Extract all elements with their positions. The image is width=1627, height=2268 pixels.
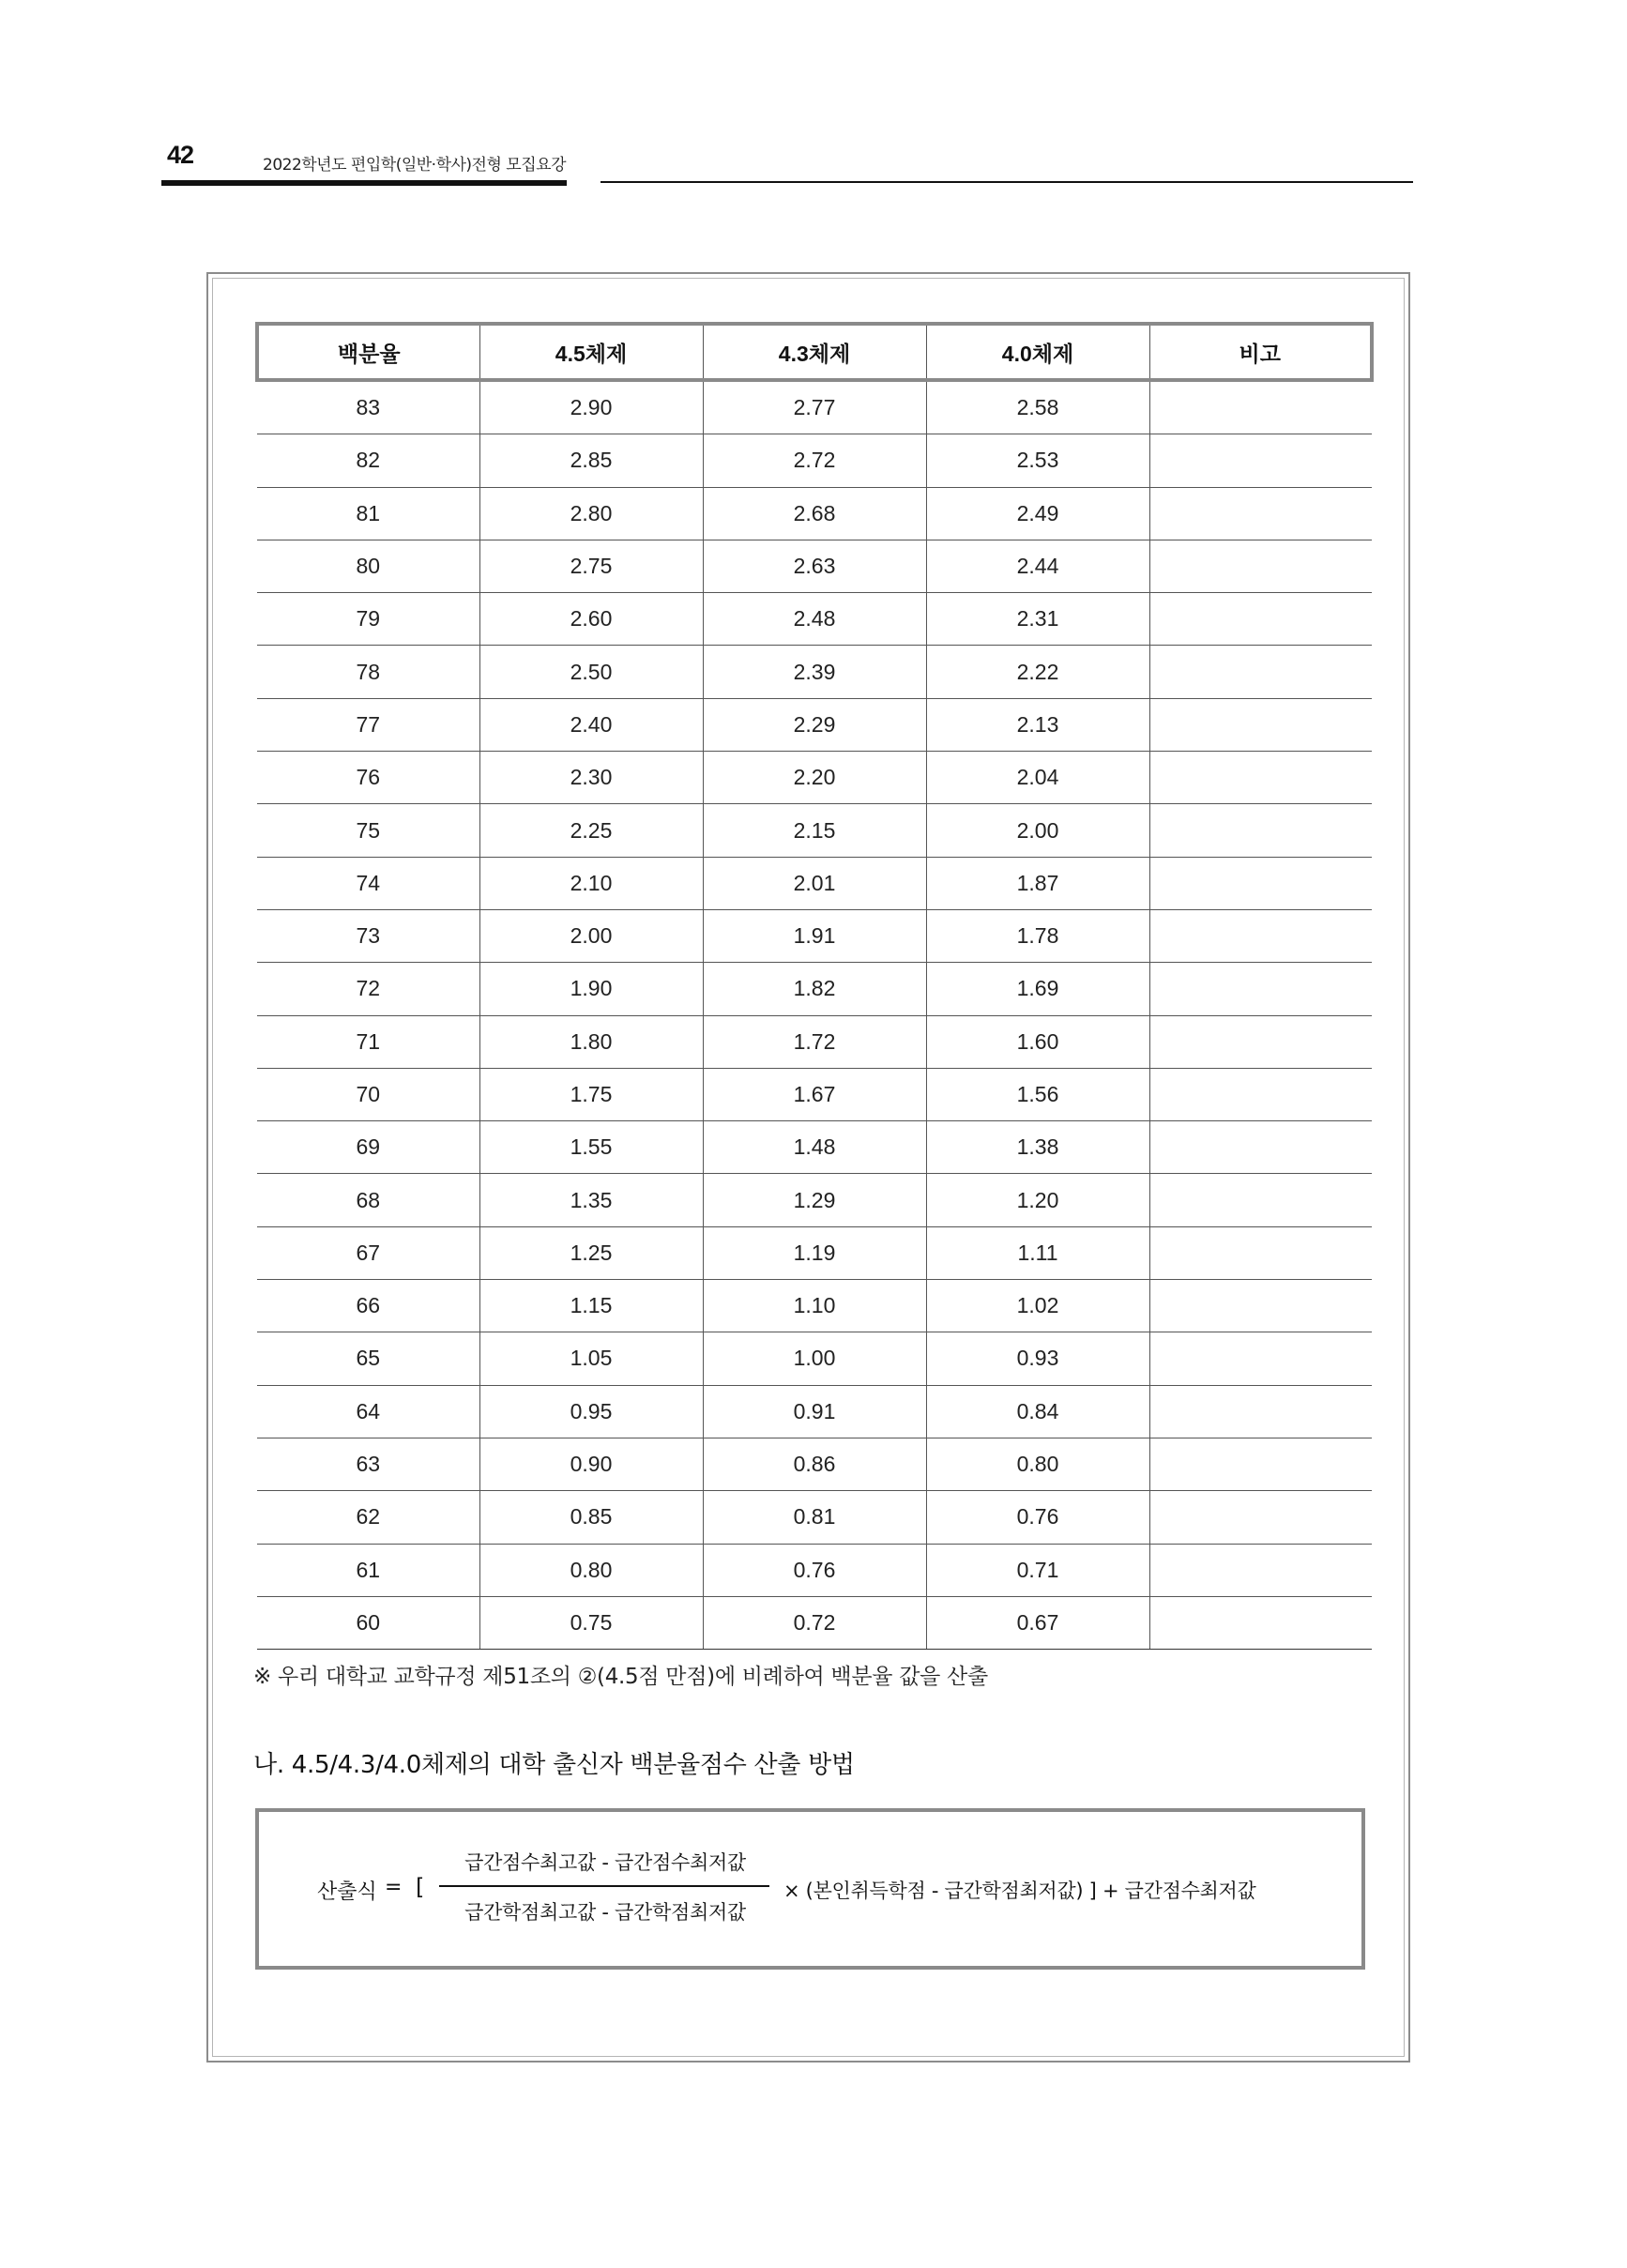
cell-4-3-scale: 2.39 [703, 646, 926, 698]
cell-remarks [1149, 1596, 1372, 1649]
table-header-row [257, 324, 1372, 380]
table-row [257, 540, 1372, 592]
cell-4-0-scale: 1.56 [926, 1068, 1149, 1120]
cell-4-0-scale: 2.00 [926, 804, 1149, 857]
cell-remarks [1149, 380, 1372, 434]
cell-remarks [1149, 1015, 1372, 1068]
table-row [257, 487, 1372, 540]
cell-4-3-scale: 1.10 [703, 1280, 926, 1332]
column-header-4-3-scale: 4.3체제 [703, 324, 926, 380]
cell-remarks [1149, 1438, 1372, 1490]
table-row [257, 1332, 1372, 1385]
cell-4-5-scale: 1.35 [479, 1174, 703, 1226]
cell-4-5-scale: 0.90 [479, 1438, 703, 1490]
cell-4-5-scale: 1.15 [479, 1280, 703, 1332]
table-row [257, 593, 1372, 646]
cell-remarks [1149, 434, 1372, 487]
table-row [257, 434, 1372, 487]
table-row [257, 1280, 1372, 1332]
cell-4-5-scale: 1.55 [479, 1121, 703, 1174]
table-row [257, 1015, 1372, 1068]
column-header-4-5-scale: 4.5체제 [479, 324, 703, 380]
cell-remarks [1149, 1385, 1372, 1438]
page-number: 42 [167, 141, 194, 169]
cell-4-5-scale: 2.60 [479, 593, 703, 646]
formula-equals: = [385, 1876, 403, 1899]
cell-percentile: 69 [257, 1121, 479, 1174]
cell-remarks [1149, 646, 1372, 698]
cell-percentile: 65 [257, 1332, 479, 1385]
cell-4-3-scale: 2.20 [703, 752, 926, 804]
cell-4-3-scale: 2.29 [703, 698, 926, 751]
formula-open-bracket: [ [416, 1874, 425, 1900]
table-row [257, 909, 1372, 962]
cell-4-5-scale: 1.05 [479, 1332, 703, 1385]
cell-4-3-scale: 2.15 [703, 804, 926, 857]
cell-percentile: 80 [257, 540, 479, 592]
cell-4-3-scale: 2.01 [703, 857, 926, 909]
cell-4-5-scale: 0.85 [479, 1491, 703, 1544]
cell-4-0-scale: 2.04 [926, 752, 1149, 804]
cell-percentile: 60 [257, 1596, 479, 1649]
cell-remarks [1149, 1332, 1372, 1385]
cell-4-5-scale: 2.00 [479, 909, 703, 962]
cell-4-5-scale: 2.30 [479, 752, 703, 804]
table-row [257, 1491, 1372, 1544]
cell-4-0-scale: 0.76 [926, 1491, 1149, 1544]
cell-4-0-scale: 1.11 [926, 1226, 1149, 1279]
cell-4-5-scale: 2.40 [479, 698, 703, 751]
cell-remarks [1149, 1491, 1372, 1544]
cell-4-3-scale: 0.76 [703, 1544, 926, 1596]
cell-remarks [1149, 963, 1372, 1015]
cell-4-3-scale: 2.48 [703, 593, 926, 646]
footnote: ※ 우리 대학교 교학규정 제51조의 ②(4.5점 만점)에 비례하여 백분율 값을 산출 [253, 1665, 988, 1689]
cell-percentile: 75 [257, 804, 479, 857]
header-rule-thin [601, 181, 1413, 183]
cell-remarks [1149, 804, 1372, 857]
cell-percentile: 83 [257, 380, 479, 434]
cell-4-5-scale: 2.50 [479, 646, 703, 698]
cell-4-5-scale: 2.80 [479, 487, 703, 540]
cell-4-5-scale: 1.80 [479, 1015, 703, 1068]
cell-4-0-scale: 1.02 [926, 1280, 1149, 1332]
column-header-remarks: 비고 [1149, 324, 1372, 380]
cell-4-5-scale: 0.80 [479, 1544, 703, 1596]
cell-percentile: 66 [257, 1280, 479, 1332]
table-row [257, 963, 1372, 1015]
cell-4-3-scale: 1.00 [703, 1332, 926, 1385]
cell-4-0-scale: 2.13 [926, 698, 1149, 751]
cell-4-0-scale: 1.20 [926, 1174, 1149, 1226]
cell-percentile: 78 [257, 646, 479, 698]
cell-4-3-scale: 1.19 [703, 1226, 926, 1279]
header-rule-thick [161, 180, 567, 186]
cell-4-3-scale: 1.29 [703, 1174, 926, 1226]
table-row [257, 1438, 1372, 1490]
cell-remarks [1149, 1544, 1372, 1596]
table-row [257, 1385, 1372, 1438]
grade-conversion-table [255, 322, 1374, 1650]
cell-4-0-scale: 1.87 [926, 857, 1149, 909]
section-heading: 나. 4.5/4.3/4.0체제의 대학 출신자 백분율점수 산출 방법 [253, 1751, 855, 1779]
cell-4-0-scale: 1.69 [926, 963, 1149, 1015]
cell-4-0-scale: 2.22 [926, 646, 1149, 698]
table-row [257, 380, 1372, 434]
cell-percentile: 70 [257, 1068, 479, 1120]
cell-4-3-scale: 0.86 [703, 1438, 926, 1490]
cell-4-3-scale: 0.72 [703, 1596, 926, 1649]
cell-4-3-scale: 0.81 [703, 1491, 926, 1544]
cell-4-0-scale: 1.78 [926, 909, 1149, 962]
cell-percentile: 72 [257, 963, 479, 1015]
cell-4-0-scale: 0.84 [926, 1385, 1149, 1438]
cell-4-5-scale: 1.90 [479, 963, 703, 1015]
cell-remarks [1149, 1121, 1372, 1174]
cell-percentile: 61 [257, 1544, 479, 1596]
cell-4-0-scale: 2.44 [926, 540, 1149, 592]
cell-percentile: 76 [257, 752, 479, 804]
table-row [257, 1068, 1372, 1120]
cell-percentile: 77 [257, 698, 479, 751]
cell-remarks [1149, 487, 1372, 540]
cell-percentile: 73 [257, 909, 479, 962]
cell-4-5-scale: 0.95 [479, 1385, 703, 1438]
table-row [257, 1596, 1372, 1649]
cell-remarks [1149, 593, 1372, 646]
cell-4-5-scale: 1.25 [479, 1226, 703, 1279]
cell-4-3-scale: 2.63 [703, 540, 926, 592]
formula-remainder: × (본인취득학점 - 급간학점최저값) ] + 급간점수최저값 [783, 1880, 1256, 1902]
cell-4-5-scale: 2.75 [479, 540, 703, 592]
table-row [257, 1121, 1372, 1174]
cell-remarks [1149, 1068, 1372, 1120]
table-row [257, 698, 1372, 751]
formula-fraction-bar [439, 1885, 769, 1887]
cell-4-3-scale: 2.68 [703, 487, 926, 540]
cell-percentile: 64 [257, 1385, 479, 1438]
table-row [257, 857, 1372, 909]
cell-remarks [1149, 540, 1372, 592]
table-row [257, 804, 1372, 857]
formula-label: 산출식 [317, 1880, 377, 1904]
formula-numerator: 급간점수최고값 - 급간점수최저값 [464, 1851, 746, 1874]
cell-4-0-scale: 0.80 [926, 1438, 1149, 1490]
cell-4-0-scale: 1.38 [926, 1121, 1149, 1174]
table-row [257, 1544, 1372, 1596]
cell-4-3-scale: 1.67 [703, 1068, 926, 1120]
cell-percentile: 74 [257, 857, 479, 909]
cell-remarks [1149, 1280, 1372, 1332]
cell-4-0-scale: 0.67 [926, 1596, 1149, 1649]
cell-4-0-scale: 2.58 [926, 380, 1149, 434]
cell-4-0-scale: 2.53 [926, 434, 1149, 487]
cell-4-0-scale: 0.71 [926, 1544, 1149, 1596]
cell-percentile: 62 [257, 1491, 479, 1544]
cell-4-5-scale: 2.85 [479, 434, 703, 487]
cell-4-0-scale: 0.93 [926, 1332, 1149, 1385]
cell-percentile: 79 [257, 593, 479, 646]
cell-remarks [1149, 909, 1372, 962]
cell-percentile: 71 [257, 1015, 479, 1068]
cell-4-5-scale: 0.75 [479, 1596, 703, 1649]
cell-4-0-scale: 2.49 [926, 487, 1149, 540]
cell-remarks [1149, 857, 1372, 909]
cell-4-3-scale: 2.72 [703, 434, 926, 487]
cell-percentile: 82 [257, 434, 479, 487]
cell-4-3-scale: 1.82 [703, 963, 926, 1015]
cell-4-5-scale: 1.75 [479, 1068, 703, 1120]
column-header-4-0-scale: 4.0체제 [926, 324, 1149, 380]
cell-4-3-scale: 1.48 [703, 1121, 926, 1174]
cell-4-5-scale: 2.90 [479, 380, 703, 434]
table-row [257, 752, 1372, 804]
cell-percentile: 68 [257, 1174, 479, 1226]
cell-4-3-scale: 1.72 [703, 1015, 926, 1068]
cell-remarks [1149, 1226, 1372, 1279]
cell-4-3-scale: 2.77 [703, 380, 926, 434]
cell-4-5-scale: 2.10 [479, 857, 703, 909]
cell-remarks [1149, 1174, 1372, 1226]
cell-4-0-scale: 2.31 [926, 593, 1149, 646]
running-header-title: 2022학년도 편입학(일반·학사)전형 모집요강 [263, 156, 566, 175]
table-row [257, 646, 1372, 698]
column-header-percentile: 백분율 [257, 324, 479, 380]
cell-percentile: 63 [257, 1438, 479, 1490]
cell-4-0-scale: 1.60 [926, 1015, 1149, 1068]
table-row [257, 1226, 1372, 1279]
cell-percentile: 67 [257, 1226, 479, 1279]
cell-remarks [1149, 752, 1372, 804]
formula-denominator: 급간학점최고값 - 급간학점최저값 [464, 1901, 746, 1924]
cell-4-3-scale: 0.91 [703, 1385, 926, 1438]
cell-4-3-scale: 1.91 [703, 909, 926, 962]
cell-4-5-scale: 2.25 [479, 804, 703, 857]
cell-percentile: 81 [257, 487, 479, 540]
table-row [257, 1174, 1372, 1226]
cell-remarks [1149, 698, 1372, 751]
